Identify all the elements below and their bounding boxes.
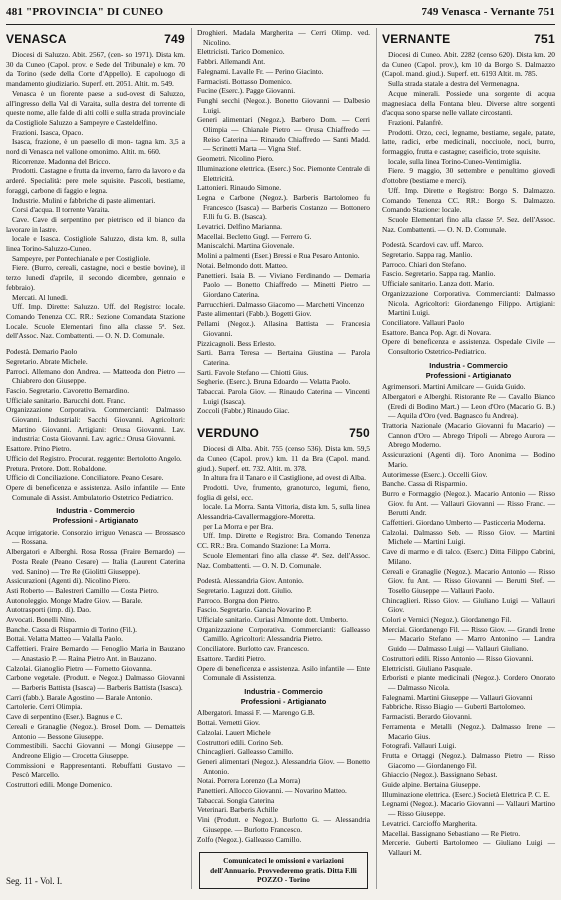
section-number: 750 [349, 426, 370, 441]
trade-subhead [197, 687, 370, 706]
trade-entry: Ghiaccio (Negoz.). Bassignano Sebast. [382, 770, 498, 780]
trade-entry: Droghieri. Madala Margherita — Cerri Olimp. ved. Nicolino. [197, 28, 370, 47]
intro-paragraph: Diocesi di Cuneo. Abit. 2282 (censo 620). Dista km. 20 da Cuneo (Capol. prov.), km 10 da Borgo S. Dalmazzo (Capol. mand. giud.). Superf. ett. 6193 Altit. m. 785. [382, 50, 555, 79]
intro-paragraph: Sulla strada statale a destra del Vermenagna. [388, 79, 520, 89]
intro-block [382, 50, 555, 234]
directory-entry: Ufficiale sanitario. Curiasi Almonte dott. Umberto. [197, 615, 348, 625]
trade-entry: Cave di serpentino (Eser.). Bagnus e C. [6, 712, 123, 722]
trade-entry: Maniscalchi. Martina Giovenale. [197, 241, 295, 251]
trade-entry: Molini a palmenti (Eser.) Bressi e Rua Pesaro Antonio. [197, 251, 360, 261]
directory-entry: Opere di beneficenza e assistenza. Ospedale Civile — Consultorio Ostetrico-Pediatrico. [382, 337, 555, 357]
intro-paragraph: In altura fra il Tanaro e il Castiglione, ad ovest di Alba. [203, 473, 366, 483]
trade-entry: Calzolai. Dalmasso Seb. — Risso Giov. — Martini Michele — Martini Luigi. [382, 527, 555, 547]
trade-subhead [382, 361, 555, 380]
trade-entry: Cereali e Granaglie (Negoz.). Brosel Dom. — Dematteis Antonio — Bessone Giuseppe. [6, 721, 185, 741]
directory-entry: Fascio. Segretario. Cavoretto Bernardino. [6, 385, 130, 395]
trade-entry: Calzolai. Lauert Michele [197, 727, 271, 737]
directory-entry: Segretario. Abrate Michele. [6, 356, 88, 366]
trade-block [6, 528, 185, 790]
trade-entry: Caffettieri. Giordano Umberto — Pasticceria Moderna. [382, 518, 546, 528]
trade-entry: Albergatori. Imassi F. — Marengo G.B. [197, 708, 315, 718]
intro-paragraph: Scuole Elementari fino alla classe 5ª. Sez. dell'Assoc. Naz. Combattenti. — O. N. D. Comunale. [382, 214, 555, 234]
directory-entry: Conciliatore. Vallauri Paolo [382, 317, 465, 327]
trade-entry: Generi alimentari (Negoz.). Barbero Dom. — Cerri Olimpia — Chianale Pietro — Orusa Chiaffredo — Reiso Caterina — Rinaudo Chiaffredo — Santi Madd. — Scrinetti Marta — Vigna Stef. [197, 115, 370, 154]
directory-entry: Podestà. Alessandria Giov. Antonio. [197, 576, 304, 586]
section-title: VENASCA [6, 32, 67, 46]
trade-subhead [6, 506, 185, 525]
trade-entry: Trattoria Nazionale (Macario Giovanni fu Macario) — Cannon d'Oro — Abrego Tripoli — Abrego Aurora — Abrego Moderno. [382, 421, 555, 450]
trade-entry: Agrimensori. Martini Amilcare — Guida Guido. [382, 382, 526, 392]
header-rule [6, 24, 555, 25]
trade-entry: Autotrasporti (imp. di). Dao. [6, 605, 91, 615]
trade-entry: Cereali e Granaglie (Negoz.). Macario Antonio — Risso Giov. fu Ant. — Risso Giovanni — Berutti Stef. — Tosello Giuseppe — Vallauri Paolo. [382, 566, 555, 595]
trade-entry: Costruttori edili. Monge Domenico. [6, 780, 113, 790]
intro-block [197, 444, 370, 570]
intro-paragraph: Scuole Elementari fino alla classe 4ª. Sez. dell'Assoc. Naz. Combattenti. — O. N. D. Comunale. [197, 550, 370, 570]
trade-entry: Lattonieri. Rinaudo Simone. [197, 183, 282, 193]
trade-entry: Fabbri. Allemandi Ant. [197, 57, 266, 67]
trade-block [382, 382, 555, 857]
column-vernante [376, 28, 555, 889]
officials-block [382, 240, 555, 356]
trade-entry: Illuminazione elettrica. (Eserc.) Società Elettrica P. C. E. [382, 789, 550, 799]
trade-entry: Elettricisti. Giuliano Pasquale. [382, 663, 473, 673]
trade-entry: Macellai. Becletto Gugl. — Ferrero G. [197, 231, 312, 241]
trade-entry: Funghi secchi (Negoz.). Bonetto Giovanni — Dalbesio Luigi. [197, 95, 370, 115]
trade-entry: Assicurazioni (Agenti di). Toro Anonima — Bodino Mario. [382, 450, 555, 469]
trade-entry: Tabaccai. Parola Giov. — Rinaudo Caterina — Vincenti Luigi (Isasca). [197, 387, 370, 406]
trade-entry: Cave di marmo e di talco. (Eserc.) Ditta Filippo Cabrini, Milano. [382, 547, 555, 566]
trade-entry: Tabaccai. Songia Caterina [197, 795, 275, 805]
trade-entry: Illuminazione elettrica. (Eserc.) Soc. Piemonte Centrale di Elettricità. [197, 163, 370, 183]
trade-entry: Costruttori edili. Risso Antonio — Risso Giovanni. [382, 653, 534, 663]
intro-paragraph: Prodotti. Orzo, ceci, legname, bestiame, segale, patate, latte, radici, erbe medicinali, nocciuole, noci, burro, formaggio, frutta e castagne; caseificio, trote squisite. [382, 127, 555, 157]
trade-entry: Colori e Vernici (Negoz.). Giordanengo Fil. [382, 615, 512, 625]
running-head [6, 6, 555, 22]
trade-entry: Autorimesse (Eserc.). Occelli Giov. [382, 469, 488, 479]
intro-paragraph: Corsi d'acqua. Il torrente Varaita. [12, 205, 110, 215]
trade-entry: Parrucchieri. Dalmasso Giacomo — Marchetti Vincenzo [197, 299, 365, 309]
trade-entry: Albergatori e Alberghi. Ristorante Re — Cavallo Bianco (Eredi di Bodino Mart.) — Leon d'Oro (Macario G. B.) — Aquila d'Oro (ved. Bagnasco fu Andrea). [382, 391, 555, 421]
directory-entry: Segretario. Laguzzi dott. Giulio. [197, 585, 293, 595]
trade-entry: Cartolerie. Cerri Olimpia. [6, 702, 83, 712]
trade-entry: Levatrici. Carcioffo Margherita. [382, 818, 477, 828]
intro-paragraph: Fiere. (Burro, cereali, castagne, noci e bestie bovine), il terzo lunedì d'aprile, il secondo dicembre, gennaio e febbraio). [6, 263, 185, 292]
trade-entry: Fucine (Eserc.). Pagge Giovanni. [197, 86, 296, 96]
intro-paragraph: Diocesi di Alba. Abit. 755 (censo 536). Dista km. 59,5 da Cuneo (Capol. prov.) km. 11 da Bra (Capol. mand. giud.). Superf. ett. 732. Altit. m. 378. [197, 444, 370, 473]
directory-entry: Ufficio di Conciliazione. Conciliatore. Peano Cesare. [6, 473, 164, 483]
directory-entry: Esattore. Prino Pietro. [6, 444, 72, 454]
directory-entry: Parroco. Borgna don Pietro. [197, 595, 280, 605]
subhead-line: Professioni - Artigianato [52, 516, 139, 526]
trade-entry: Farmacisti. Bottasso Domenico. [197, 76, 292, 86]
directory-entry: Esattore. Tarditi Pietro. [197, 653, 266, 663]
intro-paragraph: Prodotti. Uve, frumento, granoturco, legumi, fieno, foglia di gelsi, ecc. [197, 482, 370, 502]
trade-entry: Veterinari. Barberis Achille [197, 805, 279, 815]
directory-entry: Opere di beneficenza e assistenza. Asilo infantile — Ente Comunale di Assist. Ambulatorio Ostetrico Pediatrico. [6, 482, 185, 502]
section-head-verduno [197, 426, 370, 440]
section-title: VERNANTE [382, 32, 451, 46]
trade-entry: Carri (fabb.). Barale Agostino — Barale Antonio. [6, 692, 153, 702]
page-footer: Seg. 11 - Vol. I. [6, 876, 63, 886]
trade-entry: Vini (Produtt. e Negoz.). Burlotto G. — Alessandria Giuseppe. — Burlotto Francesco. [197, 815, 370, 834]
directory-entry: Parroci. Allemano don Andrea. — Matteoda don Pietro — Chiabrero don Giuseppe. [6, 366, 185, 386]
trade-entry: Erboristi e piante medicinali (Negoz.). Cordero Onorato — Dalmasso Nicola. [382, 673, 555, 692]
trade-entry: Frutta e Ortaggi (Negoz.). Dalmasso Pietro — Risso Giacomo — Giordanengo Fil. [382, 750, 555, 770]
intro-paragraph: Frazioni. Palanfrè. [388, 117, 443, 127]
directory-entry: Esattore. Banca Pop. Agr. di Novara. [382, 327, 491, 337]
trade-entry: Pellami (Negoz.). Allasina Battista — Francesia Giovanni. [197, 319, 370, 338]
intro-paragraph: Sampeyre, per Pontechianale e per Costigliole. [12, 253, 151, 263]
trade-entry: Bottai. Velatta Matteo — Valalla Paolo. [6, 634, 123, 644]
trade-entry: Panettieri. Allocco Giovanni. — Novarino Matteo. [197, 786, 347, 796]
directory-entry: Parroco. Chiari don Stefano. [382, 259, 467, 269]
trade-entry: Commestibili. Sacchi Giovanni — Mongi Giuseppe — Andreone Eligio — Crocetta Giuseppe. [6, 741, 185, 760]
trade-entry: Asti Roberto — Balestreri Camillo — Costa Pietro. [6, 585, 159, 595]
trade-entry: Albergatori e Alberghi. Rosa Rossa (Fraire Bernardo) — Posta Reale (Peano Cesare) — Italia (Laurent Caterina ved. Sanino) — Tre Re (Giolitti Giuseppe). [6, 547, 185, 576]
intro-paragraph: Ricorrenze. Madonna del Bricco. [12, 156, 111, 166]
trade-entry: Calzolai. Gianoglio Pietro — Fornetto Giovanna. [6, 663, 152, 673]
directory-entry: Organizzazione Corporativa. Commercianti: Dalmasso Giovanni. Industriali: Sacchi Giovanni. Agricoltori: Martino Giovanni. Artigiani: Orusa Giovanni. Lav. industria: Costa Giovanni. Lav. agric.: Orusa Giovanni. [6, 405, 185, 444]
section-title: VERDUNO [197, 426, 260, 441]
trade-entry: Farmacisti. Berardo Giovanni. [382, 712, 472, 722]
trade-entry: Generi alimentari (Negoz.). Alessandria Giov. — Bonetto Antonio. [197, 756, 370, 776]
section-head-venasca [6, 32, 185, 46]
trade-entry: Banche. Cassa di Risparmio. [382, 479, 468, 489]
directory-entry: Opere di beneficenza e assistenza. Asilo infantile — Ente Comunale di Assistenza. [197, 663, 370, 683]
intro-paragraph: Prodotti. Castagne e frutta da inverno, farro da lavoro e da arderé. Specialità: pere mele squisite. Pascoli, bestiame, foraggi, carbone di faggio e legna. [6, 166, 185, 195]
trade-entry: Legna e Carbone (Negoz.). Barberis Bartolomeo fu Francesco (Isasca) — Barberis Costanzo — Bottonero F.lli fu G. B. (Isasca). [197, 192, 370, 222]
trade-block-continued [197, 28, 370, 416]
intro-paragraph: per La Morra e per Bra. [203, 521, 274, 531]
intro-paragraph: locale. La Morra. Santa Vittoria, dista km. 5, sulla linea Alessandria-Cavallermaggiore-Moretta. [197, 502, 370, 522]
trade-entry: Falegnami. Martini Giuseppe — Vallauri Giovanni [382, 692, 533, 702]
trade-entry: Segherie. (Eserc.). Bruna Edoardo — Velatta Paolo. [197, 377, 351, 387]
trade-entry: Zoccoli (Fabbr.) Rinaudo Giac. [197, 406, 290, 416]
intro-paragraph: locale, sulla linea Torino-Cuneo-Ventimiglia. [388, 156, 522, 166]
trade-entry: Macellai. Bassignano Sebastiano — Re Pietro. [382, 828, 521, 838]
trade-entry: Zolfo (Negoz.). Galleasso Camillo. [197, 834, 302, 844]
intro-paragraph: Fiere. 9 maggio, 30 settembre e penultimo giovedì d'ottobre (bestiame e merci). [382, 166, 555, 186]
trade-entry: Mercerie. Guberti Bartolomeo — Giuliano Luigi — Vallauri M. [382, 838, 555, 857]
trade-entry: Banche. Cassa di Risparmio di Torino (Fil.). [6, 624, 137, 634]
intro-paragraph: Mercati. Al lunedì. [12, 292, 68, 302]
trade-entry: Notai. Belmondo dott. Matteo. [197, 260, 288, 270]
directory-entry: Fascio. Segretario. Sappa rag. Manlio. [382, 269, 496, 279]
running-head-right: 749 Venasca - Vernante 751 [421, 6, 555, 18]
trade-entry: Acque irrigatorie. Consorzio irriguo Venasca — Brossasco — Rossana. [6, 527, 185, 547]
trade-entry: Autonoleggio. Monge Madre Giov. — Barale. [6, 595, 143, 605]
trade-entry: Assicurazioni (Agenti di). Nicolino Piero. [6, 576, 130, 586]
intro-paragraph: Uff. Imp. Dirette e Registro: Bra. Comando Tenenza CC. RR.: Bra. Comando Stazione: La Morra. [197, 531, 370, 551]
trade-entry: Panettieri. Isaia B. — Viviano Ferdinando — Demaria Paolo — Bonetto Chiaffredo — Minetti Pietro — Giordano Caterina. [197, 270, 370, 299]
directory-entry: Podestà. Demario Paolo [6, 347, 78, 357]
directory-entry: Ufficiale sanitario. Lanza dott. Mario. [382, 279, 495, 289]
directory-entry: Ufficio del Registro. Procurat. reggente: Bertolotto Angelo. [6, 453, 182, 463]
directory-entry: Organizzazione Corporativa. Commercianti: Dalmasso Nicola. Agricoltori: Giordanengo Filippo. Artigiani: Martini Luigi. [382, 288, 555, 318]
trade-entry: Commissioni e Rappresentanti. Rebuffatti Gustavo — Pescò Marcello. [6, 760, 185, 780]
directory-entry: Pretura. Pretore. Dott. Robaldone. [6, 463, 107, 473]
trade-entry: Avvocati. Bonelli Nino. [6, 615, 77, 625]
trade-entry: Ferramenta e Metalli (Negoz.). Dalmasso Irene — Macario Gius. [382, 721, 555, 741]
officials-block [197, 576, 370, 683]
intro-paragraph: Acque minerali. Possiede una sorgente di acqua magnesiaca della Fontana bleu. Diverse altre sorgenti d'acqua sono sparse nelle vallate circostanti. [382, 88, 555, 118]
officials-block [6, 347, 185, 502]
intro-paragraph: Frazioni. Isasca, Opaco. [12, 127, 84, 137]
trade-entry: Bottai. Vernetti Giov. [197, 718, 261, 728]
trade-entry: Merciai. Giordanengo Fil. — Risso Giov. — Grandi Irene — Macario Stefano — Marro Antonino — Landra Guido — Dalmasso Luigi — Vallauri Giuliano. [382, 624, 555, 654]
trade-entry: Costruttori edili. Corino Seb. [197, 737, 284, 747]
intro-paragraph: Cave. Cave di serpentino per pietrisco ed il bianco da lavorare in lastre. [6, 214, 185, 234]
trade-entry: Falegnami. Lavalle Fr. — Perino Giacinto. [197, 66, 324, 76]
intro-paragraph: Uff. Imp. Dirette: Saluzzo. Uff. del Registro: locale. Comando Tenenza CC. RR.: Sezione Comandata Stazione Locale. Scuole Elementari fino alla classe 5ª. Sez. dell'Assoc. Naz. Combattenti. — O. N. D. Comunale. [6, 302, 185, 341]
intro-paragraph: Uff. Imp. Dirette e Registro: Borgo S. Dalmazzo. Comando Tenenza CC. RR.: Borgo S. Dalmazzo. Comando Stazione: locale. [382, 185, 555, 215]
trade-entry: Fotografi. Vallauri Luigi. [382, 741, 457, 751]
section-number: 749 [164, 32, 185, 46]
trade-entry: Pizzicagnoli. Bess Erlesto. [197, 338, 276, 348]
trade-entry: Elettricisti. Tarico Domenico. [197, 47, 285, 57]
intro-block [6, 50, 185, 341]
trade-entry: Chincaglieri. Risso Giov. — Giuliano Luigi — Vallauri Giov. [382, 595, 555, 615]
intro-paragraph: Industrie. Mulini e fabbriche di paste alimentari. [12, 195, 156, 205]
trade-entry: Carbone vegetale. (Produtt. e Negoz.) Dalmasso Giovanni — Barberis Battista (Isasca) — Barberis Battista (Isasca). [6, 673, 185, 692]
intro-paragraph: locale e Isasca. Costigliole Saluzzo, dista km. 8, sulla linea Torino-Saluzzo-Cuneo. [6, 234, 185, 254]
subhead-line: Industria - Commercio [244, 687, 323, 696]
directory-entry: Ufficiale sanitario. Barucchi dott. Franc. [6, 395, 126, 405]
subhead-line: Professioni - Artigianato [240, 696, 327, 706]
trade-entry: Caffettieri. Fraire Bernardo — Fenoglio Maria in Bauzano — Anastasio P. — Raina Pietro Ant. in Bauzano. [6, 644, 185, 663]
subhead-line: Industria - Commercio [429, 360, 508, 370]
directory-entry: Fascio. Segretario. Gancia Novarino P. [197, 605, 312, 615]
trade-block [197, 708, 370, 844]
trade-entry: Sarti. Favole Stefano — Chiotti Gius. [197, 367, 309, 377]
intro-paragraph: Venasca è un fiorente paese a sud-ovest di Saluzzo, all'ingresso della Val di Varaita, sulla destra del torrente di queste nome, alle falde di alti colli e sulla strada provinciale da Costigliole Saluzzo a Sampeyre e Casteldelfino. [6, 88, 185, 127]
trade-entry: Fabbriche. Risso Biagio — Guberti Bartolomeo. [382, 702, 526, 712]
trade-entry: Geometri. Nicolino Piero. [197, 154, 274, 164]
section-number: 751 [534, 32, 555, 46]
directory-entry: Conciliatore. Burlotto cav. Francesco. [197, 644, 309, 654]
trade-entry: Burro e Formaggio (Negoz.). Macario Antonio — Risso Giov. fu Ant. — Vallauri Giovanni — Risso Franc. — Berutti Andr. [382, 488, 555, 518]
subhead-line: Industria - Commercio [56, 506, 135, 516]
column-verduno [191, 28, 370, 889]
trade-entry: Guide alpine. Bertaina Giuseppe. [382, 780, 481, 790]
intro-paragraph: Diocesi di Saluzzo. Abit. 2567, (cen- so 1971). Dista km. 30 da Cuneo (Capol. prov. e Sede del Tribunale) e km. 70 da Torino (sede della Corte d'Appello). E capoluogo di mandamento giudiziario. Superf. ett. 2051. Altit. m. 549. [6, 50, 185, 89]
subhead-line: Professioni - Artigianato [425, 370, 512, 380]
notice-box: Comunicateci le omissioni e variazioni dell'Annuario. Provvederemo gratis. Ditta F.lli POZZO - Torino [199, 852, 368, 889]
trade-entry: Levatrici. Delfino Marianna. [197, 222, 282, 232]
directory-entry: Podestà. Scardovi cav. uff. Marco. [382, 240, 484, 250]
column-venasca [6, 28, 185, 889]
trade-entry: Sarti. Barra Teresa — Bertaina Giustina — Parola Caterina. [197, 348, 370, 367]
trade-entry: Chincaglieri. Galleasso Camillo. [197, 747, 294, 757]
running-head-left: 481 "PROVINCIA" DI CUNEO [6, 6, 164, 18]
trade-entry: Notai. Porrera Lorenzo (La Morra) [197, 776, 301, 786]
trade-entry: Legnami (Negoz.). Macario Giovanni — Vallauri Martino — Risso Giuseppe. [382, 799, 555, 819]
trade-entry: Paste alimentari (Fabb.). Bogetti Giov. [197, 309, 312, 319]
intro-paragraph: Isasca, frazione, è un paesello di mon- tagna km. 3,5 a nord di Venasca nel vallone omonimo. Altit. m. 660. [6, 137, 185, 157]
section-head-vernante [382, 32, 555, 46]
directory-entry: Segretario. Sappa rag. Manlio. [382, 250, 473, 260]
directory-entry: Organizzazione Corporativa. Commercianti: Galleasso Camillo. Agricoltori: Alessandria Pietro. [197, 624, 370, 644]
